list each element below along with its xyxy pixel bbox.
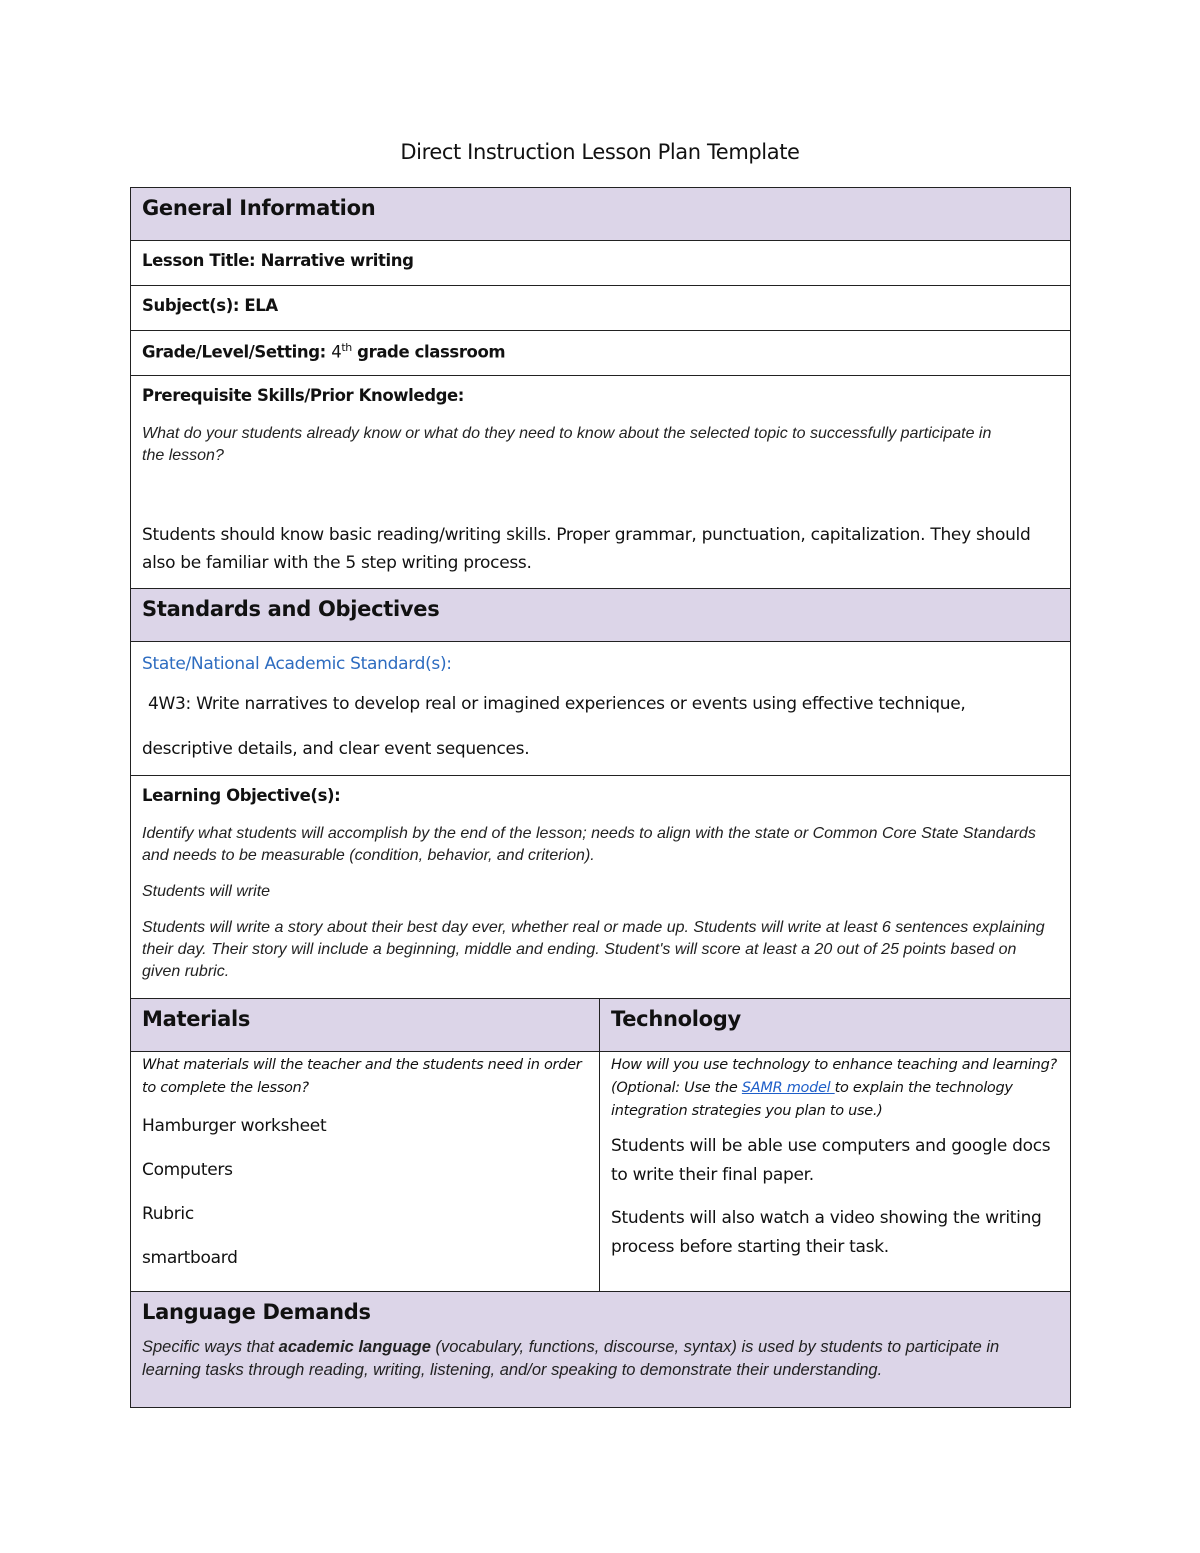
materials-item: Hamburger worksheet [142,1116,327,1136]
samr-model-link[interactable]: SAMR model [741,1080,835,1096]
lesson-title-row [131,241,1071,286]
prerequisite-answer: Students should know basic reading/writing skills. Proper grammar, punctuation, capitalization. They should also be familiar with the 5 step writing process. [142,525,1031,573]
language-demands-heading: Language Demands [142,1300,371,1324]
language-demands-prompt: Specific ways that academic language (vocabulary, functions, discourse, syntax) is used by students to participate in learning tasks through reading, writing, listening, and/or speaking to demonstrate their understanding. [142,1338,1000,1379]
technology-heading: Technology [611,1007,741,1031]
learning-objective-label: Learning Objective(s): [142,786,341,805]
standards-row [131,642,1071,776]
prerequisite-label: Prerequisite Skills/Prior Knowledge: [142,386,465,405]
prerequisite-row [131,376,1071,589]
learning-objective-answer: Students will write a story about their best day ever, whether real or made up. Students will write at least 6 sentences explaining their day. Their story will include a beginning, middle and ending. Student's will score at least a 20 out of 25 points based on given rubric. [142,919,1045,980]
grade-setting: grade classroom [357,342,506,362]
technology-cell [600,1052,1071,1292]
standard-label: State/National Academic Standard(s): [142,654,452,674]
technology-answer-1: Students will be able use computers and google docs to write their final paper. [611,1136,1051,1185]
subject-label: Subject(s): [142,296,240,315]
general-information-heading: General Information [142,196,376,220]
grade-row [131,331,1071,376]
document-title: Direct Instruction Lesson Plan Template [400,140,800,164]
subject-row [131,286,1071,331]
materials-prompt: What materials will the teacher and the students need in order to complete the lesson? [142,1057,582,1096]
language-demands-section [131,1292,1071,1408]
materials-heading: Materials [142,1007,251,1031]
materials-item: smartboard [142,1248,238,1268]
technology-header [600,999,1071,1052]
lesson-title-value: Narrative writing [260,251,414,270]
learning-objectives-row [131,776,1071,999]
standards-objectives-header [131,589,1071,642]
standard-line-2: descriptive details, and clear event sequences. [142,739,530,759]
materials-item: Rubric [142,1204,194,1224]
learning-objective-prompt: Identify what students will accomplish by the end of the lesson; needs to align with the state or Common Core State Standards and needs to be measurable (condition, behavior, and criterion). [142,825,1036,864]
materials-item: Computers [142,1160,233,1180]
prerequisite-prompt: What do your students already know or what do they need to know about the selected topic to successfully participate in the lesson? [142,425,992,464]
materials-cell [131,1052,600,1292]
grade-label: Grade/Level/Setting: [142,342,326,362]
technology-prompt: How will you use technology to enhance teaching and learning? (Optional: Use the SAMR model to explain the technology integration strategies you plan to use.) [611,1057,1057,1119]
subject-value: ELA [244,296,278,315]
learning-objective-stub: Students will write [142,883,271,900]
general-information-header [131,188,1071,241]
grade-superscript: th [341,341,352,354]
grade-number: 4 [331,342,342,362]
lesson-plan-table [130,187,1071,1408]
lesson-title-label: Lesson Title: [142,251,256,270]
standards-objectives-heading: Standards and Objectives [142,597,440,621]
materials-header [131,999,600,1052]
technology-answer-2: Students will also watch a video showing the writing process before starting their task. [611,1208,1042,1257]
standard-line-1: 4W3: Write narratives to develop real or imagined experiences or events using effective technique, [148,694,966,714]
